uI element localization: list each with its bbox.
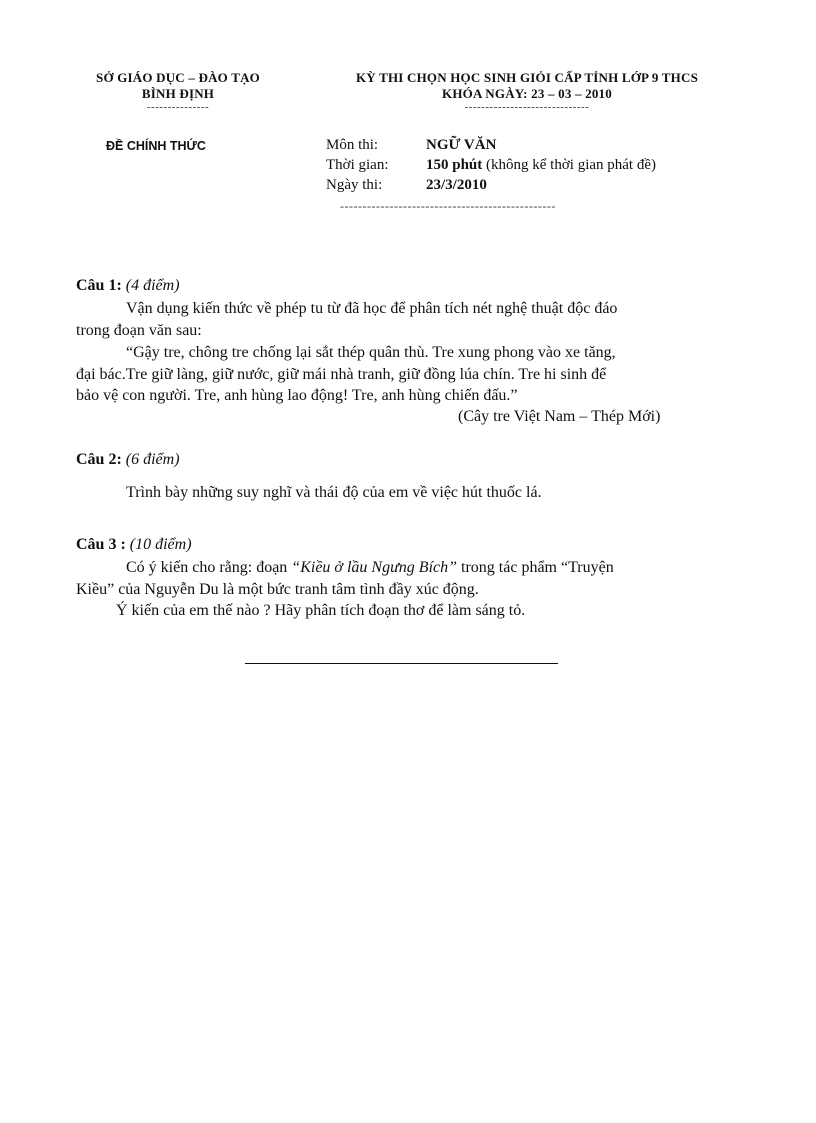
exam-date-line: KHÓA NGÀY: 23 – 03 – 2010 [442,86,612,101]
q3-line-2: Kiều” của Nguyễn Du là một bức tranh tâm tình đầy xúc động. [76,581,479,598]
q3-line-1 [126,557,614,578]
subject-value: NGỮ VĂN [426,137,497,153]
q3-points: (10 điểm) [129,536,192,553]
q1-quote-2: đại bác.Tre giữ làng, giữ nước, giữ mái nhà tranh, giữ đồng lúa chín. Tre hi sinh để [76,366,607,383]
q1-points: (4 điểm) [125,277,180,294]
q1-source: (Cây tre Việt Nam – Thép Mới) [458,408,661,425]
province-name: BÌNH ĐỊNH [141,86,215,101]
q3-line-3: Ý kiến của em thế nào ? Hãy phân tích đoạn thơ để làm sáng tỏ. [116,602,526,619]
end-rule [245,663,558,664]
q1-heading [76,277,180,295]
time-label: Thời gian: [326,157,389,173]
header-right-separator: ------------------------------ [464,101,590,113]
department-name: SỞ GIÁO DỤC – ĐÀO TẠO [96,70,260,85]
q2-line-1: Trình bày những suy nghĩ và thái độ của em về việc hút thuốc lá. [126,484,542,501]
time-value [426,157,656,174]
meta-separator: ------------------------------------------------ [340,199,556,213]
time-duration: 150 phút [426,157,483,173]
subject-label: Môn thi: [326,137,379,153]
date-value: 23/3/2010 [426,177,487,193]
official-label: ĐỀ CHÍNH THỨC [106,139,206,153]
q3-work-title: “Kiều ở lầu Ngưng Bích” [291,559,458,576]
q3-line-1-c: trong tác phẩm “Truyện [457,559,614,576]
q3-label: Câu 3 : [76,536,126,553]
q1-label: Câu 1: [76,277,122,294]
time-note: (không kể thời gian phát đề) [486,157,657,173]
q1-line-1: Vận dụng kiến thức về phép tu từ đã học để phân tích nét nghệ thuật độc đáo [126,300,618,317]
header-left-separator: --------------- [146,101,210,113]
q3-heading [76,536,192,554]
q1-line-2: trong đoạn văn sau: [76,322,202,339]
date-label: Ngày thi: [326,177,383,193]
q1-quote-1: “Gậy tre, chông tre chống lại sắt thép quân thù. Tre xung phong vào xe tăng, [126,344,616,361]
exam-title: KỲ THI CHỌN HỌC SINH GIỎI CẤP TỈNH LỚP 9 THCS [355,70,699,85]
q2-points: (6 điểm) [125,451,180,468]
q2-label: Câu 2: [76,451,122,468]
q3-line-1-a: Có ý kiến cho rằng: đoạn [126,559,292,576]
q2-heading [76,451,180,469]
q1-quote-3: bảo vệ con người. Tre, anh hùng lao động! Tre, anh hùng chiến đấu.” [76,387,518,404]
